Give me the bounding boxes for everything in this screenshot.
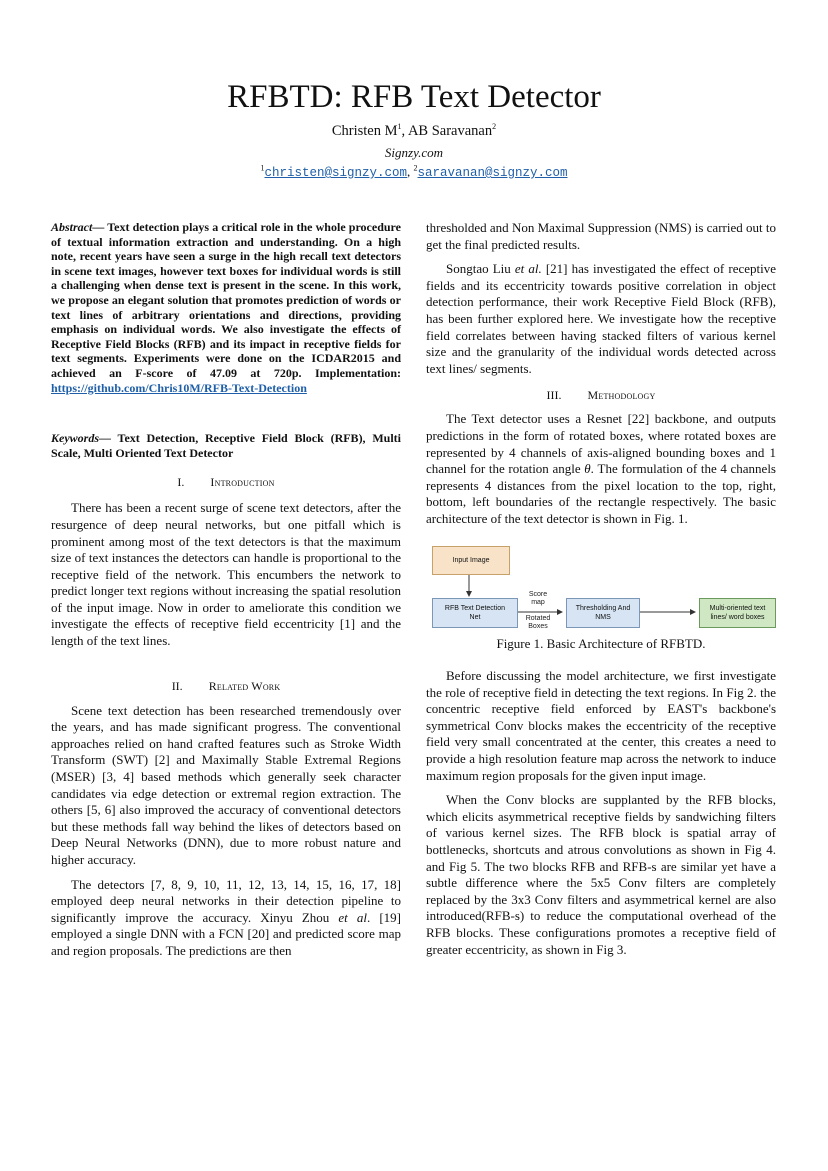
rfb-p-start: Songtao Liu (446, 261, 515, 277)
thresholding-nms-box: Thresholding And NMS (566, 598, 640, 628)
email-1-link[interactable]: christen@signzy.com (264, 166, 407, 180)
email-2-sup: 2 (413, 163, 418, 173)
left-column (51, 220, 401, 960)
author-2-sup: 2 (492, 122, 497, 132)
section-number: III. (546, 388, 562, 403)
method-p1-end: . The formulation of the 4 channels represents 4 distances from the pixel location to the top, right, bottom, left boundaries of the rectangle respectively. The basic architecture of the text detector is shown in Fig. 1. (426, 461, 776, 526)
section-number: II. (171, 678, 183, 693)
right-column (426, 220, 776, 958)
section-number: I. (177, 475, 185, 490)
related-p2-start: The detectors [7, 8, 9, 10, 11, 12, 13, 14, 15, 16, 17, 18] employed deep neural networks in their detection pipeline to significantly improve the accuracy. Xinyu Zhou (51, 876, 401, 925)
figure-1-diagram (426, 546, 776, 630)
paper-title: RFBTD: RFB Text Detector (227, 79, 601, 115)
author-1-sup: 1 (397, 122, 402, 132)
email-1-sup: 1 (260, 163, 265, 173)
method-p1-start: The Text detector uses a Resnet [22] backbone, and outputs predictions in the form of rotated boxes, where rotated boxes are represented by 4 channels of axis-aligned bounding boxes and 1 channel for the rotation angle (426, 411, 776, 477)
section-heading-introduction (51, 474, 401, 490)
intro-paragraph: There has been a recent surge of scene text detectors, after the resurgence of deep neural networks, but one pitfall which is prominent among most of the text detectors is that the maximum size of text instances the detectors can handle is proportional to the receptive field of the network. This encumbers the network to predict longer text regions without increasing the spatial resolution of the input image. Now in order to ameliorate this condition we investigate the effects of receptive field eccentricity [1] and the length of the text lines. (51, 500, 401, 649)
abstract-label: Abstract— (51, 220, 105, 234)
related-paragraph-2 (51, 877, 401, 960)
theta-symbol: θ (584, 461, 591, 477)
section-heading-related-work (51, 678, 401, 694)
methodology-paragraph-2: Before discussing the model architecture, we first investigate the role of receptive field in detecting the text regions. In Fig 2. the concentric receptive field enforced by EAST's backbone's symmetrical Conv blocks makes the eccentricity of the receptive field very small concentrated at the center, this creates a need to provide a high resolution feature map across the network to induce maximum region proposals for the given input image. (426, 668, 776, 783)
continued-paragraph: thresholded and Non Maximal Suppression (NMS) is carried out to get the final predicted results. (426, 220, 776, 252)
methodology-paragraph-3: When the Conv blocks are supplanted by the RFB blocks, which elicits asymmetrical receptive fields by sandwiching filters of various kernel sizes. The RFB block is spatial array of bottlenecks, shortcuts and atrous convolutions as shown in Fig 4. and Fig 5. The two blocks RFB and RFB-s are similar yet have a subtle difference where the 5x5 Conv filters are completely replaced by the 3x3 Conv filters and asymmetrical kernel are also introduced(RFB-s) to reduce the computational overhead of the RFB blocks. These configurations promotes a receptive field of greater eccentricity, as shown in Fig 3. (426, 792, 776, 957)
rfb-p-end: [21] has investigated the effect of receptive fields and its eccentricity towards positive correlation in object detection performance, their work Receptive Field Block (RFB), has been further explored here. We investigate how the receptive field correlates between having stacked filters of various kernel size and the granularity of the individual words detected across text lines/ segments. (426, 261, 776, 376)
figure-1-caption: Figure 1. Basic Architecture of RFBTD. (496, 635, 706, 651)
implementation-link[interactable]: https://github.com/Chris10M/RFB-Text-Detection (51, 380, 307, 395)
email-2-link[interactable]: saravanan@signzy.com (417, 166, 568, 180)
keywords-text: Text Detection, Receptive Field Block (RFB), Multi Scale, Multi Oriented Text Detector (51, 431, 401, 460)
section-heading-methodology (426, 387, 776, 403)
keywords (51, 431, 401, 460)
email-separator: , (407, 164, 414, 179)
et-al: et al. (514, 261, 542, 277)
affiliation: Signzy.com (384, 145, 444, 160)
rotated-boxes-label: Rotated Boxes (525, 614, 551, 630)
output-box: Multi-oriented text lines/ word boxes (699, 598, 776, 628)
authors-line (0, 123, 828, 140)
author-separator: , AB Saravanan (401, 123, 493, 139)
related-paragraph-1: Scene text detection has been researched tremendously over the years, and has made significant progress. The conventional approaches relied on hand crafted features such as Stroke Width Transform (SWT) [2] and Maximally Stable Extremal Regions (MSER) [3, 4] based methods which generally seek character candidates via edge detection or extremal region extraction. The others [5, 6] also improved the accuracy of conventional detectors but these methods fall way behind the likes of detectors based on Deep Neural Networks (DNN), due to more robust nature and higher accuracy. (51, 702, 401, 867)
detection-net-box: RFB Text Detection Net (432, 598, 518, 628)
rfb-paragraph (426, 261, 776, 377)
section-title: Related Work (208, 678, 281, 693)
emails-line (0, 164, 828, 180)
author-1: Christen M (331, 123, 398, 139)
abstract-text: Text detection plays a critical role in the whole procedure of textual information extraction and understanding. On a high note, recent years have seen a surge in the high recall text detectors in scene text images, however text boxes for individual words is still a challenging when dense text is present in the scene. In this work, we propose an elegant solution that promotes prediction of words or text lines of arbitrary orientations and directions, providing emphasis on individual words. We also investigate the effects of Receptive Field Blocks (RFB) and its impact in receptive fields for text segments. Experiments were done on the ICDAR2015 and achieved an F-score of 47.09 at 720p. Implementation: (51, 220, 401, 380)
input-image-box: Input Image (432, 546, 510, 575)
et-al: et al (338, 909, 367, 925)
score-map-label: Score map (528, 590, 548, 606)
section-title: Introduction (210, 475, 275, 490)
section-title: Methodology (587, 388, 656, 403)
keywords-label: Keywords— (51, 431, 111, 446)
abstract (51, 220, 401, 395)
methodology-paragraph-1 (426, 411, 776, 527)
related-p2-end: . [19] employed a single DNN with a FCN [20] and predicted score map and region proposals. The predictions are then (51, 909, 401, 958)
